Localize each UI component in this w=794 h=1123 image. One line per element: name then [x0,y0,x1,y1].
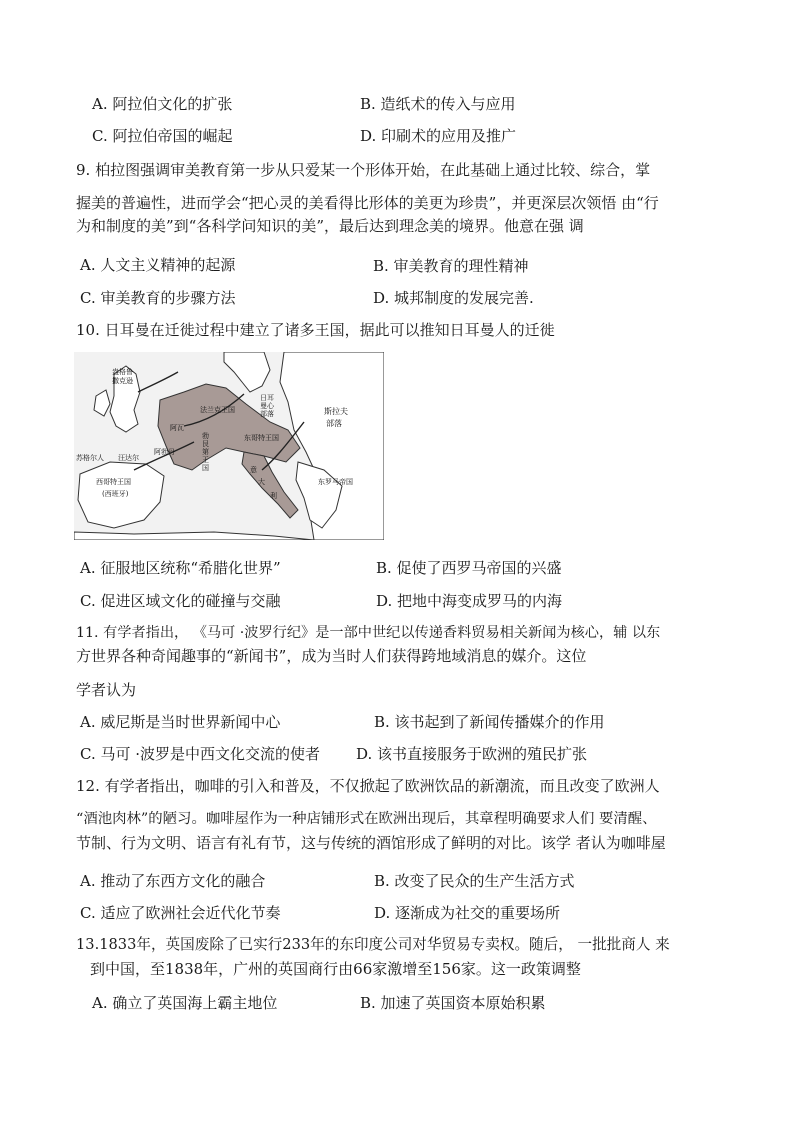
map-label-l19: 西哥特王国 [96,478,131,486]
q13-stem-line-1: 13.1833年，英国废除了已实行233年的东印度公司对华贸易专卖权。随后， 一批批商人 来 [76,936,670,953]
q12-option-d: D. 逐渐成为社交的重要场所 [374,904,561,922]
q8-option-c: C. 阿拉伯帝国的崛起 [92,127,233,145]
map-label-l11: 第 [202,448,209,456]
q9-option-b: B. 审美教育的理性精神 [373,257,529,275]
map-label-l22: 意 [250,466,257,474]
map-label-l15: 东哥特王国 [244,434,279,442]
q12-option-b: B. 改变了民众的生产生活方式 [374,872,575,890]
q10-stem: 10. 日耳曼在迁徙过程中建立了诸多王国，据此可以推知日耳曼人的迁徙 [76,321,555,339]
q11-option-a: A. 威尼斯是当时世界新闻中心 [80,713,281,731]
q9-stem-line-2: 握美的普遍性，进而学会“把心灵的美看得比形体的美更为珍贵”，并更深层次领悟 由“行 [76,194,659,212]
map-label-l24: 利 [270,492,277,500]
q10-option-c: C. 促进区域文化的碰撞与交融 [80,592,281,610]
q9-stem-line-3: 为和制度的美”到“各科学问知识的美”，最后达到理念美的境界。他意在强 调 [76,217,584,235]
q8-option-d: D. 印刷术的应用及推广 [360,127,517,145]
q12-option-a: A. 推动了东西方文化的融合 [80,872,266,890]
map-label-l8: 部落 [326,419,342,428]
q9-option-c: C. 审美教育的步骤方法 [80,289,236,307]
map-label-l7: 斯拉夫 [324,407,348,416]
map-label-l4: 曼心 [260,402,274,410]
q11-option-c: C. 马可 ·波罗是中西文化交流的使者 [80,745,321,763]
q11-stem-line-2: 方世界各种奇闻趣事的“新闻书”，成为当时人们获得跨地域消息的媒介。这位 [76,647,587,665]
q13-option-b: B. 加速了英国资本原始积累 [360,994,546,1012]
q12-stem-line-2: “酒池肉林”的陋习。咖啡屋作为一种店铺形式在欧洲出现后，其章程明确要求人们 要清醒、 [76,811,657,827]
q9-option-d: D. 城邦制度的发展完善. [373,289,534,307]
q9-stem-line-1: 9. 柏拉图强调审美教育第一步从只爱某一个形体开始，在此基础上通过比较、综合，掌 [76,161,651,179]
q9-option-a: A. 人文主义精神的起源 [80,256,236,274]
map-label-l16: 苏格尔人 [76,454,104,462]
map-label-l6: 法兰克王国 [200,406,235,414]
q12-option-c: C. 适应了欧洲社会近代化节奏 [80,904,281,922]
q10-option-d: D. 把地中海变成罗马的内海 [376,592,563,610]
q10-option-b: B. 促使了西罗马帝国的兴盛 [376,559,562,577]
q13-option-a: A. 确立了英国海上霸主地位 [92,994,278,1012]
map-label-l23: 大 [258,478,265,486]
map-label-l3: 日耳 [260,394,274,402]
q8-option-b: B. 造纸术的传入与应用 [360,95,516,113]
q11-stem-line-3: 学者认为 [76,681,137,699]
map-label-l5: 部落 [260,410,274,418]
map-label-l18: 阿勃丹 [154,448,175,456]
q10-option-a: A. 征服地区统称“希腊化世界” [80,559,281,577]
q13-stem-line-2: 到中国，至1838年，广州的英国商行由66家激增至156家。这一政策调整 [90,960,581,978]
q11-option-b: B. 该书起到了新闻传播媒介的作用 [374,713,605,731]
map-label-l17: 汪达尔 [118,454,139,462]
map-label-l9: 勃 [202,432,209,440]
germanic-migration-map [74,352,384,540]
map-label-l12: 王 [202,456,209,464]
map-label-l10: 艮 [202,440,209,448]
q8-option-a: A. 阿拉伯文化的扩张 [92,95,233,113]
map-label-l1: 盎格鲁 [112,368,133,376]
map-label-l14: 阿瓦 [170,424,184,432]
map-label-l20: (西班牙) [102,490,129,498]
q12-stem-line-1: 12. 有学者指出，咖啡的引入和普及，不仅掀起了欧洲饮品的新潮流，而且改变了欧洲人 [76,777,660,795]
q12-stem-line-3: 节制、行为文明、语言有礼有节，这与传统的酒馆形成了鲜明的对比。该学 者认为咖啡屋 [76,834,666,852]
map-label-l2: 撒克逊 [112,377,133,385]
map-figure [74,352,384,540]
q11-stem-line-1: 11. 有学者指出， 《马可 ·波罗行纪》是一部中世纪以传递香料贸易相关新闻为核心，辅 以东 [76,625,661,641]
q11-option-d: D. 该书直接服务于欧洲的殖民扩张 [356,745,588,763]
map-label-l21: 东罗马帝国 [318,478,353,486]
map-label-l13: 国 [202,464,209,472]
